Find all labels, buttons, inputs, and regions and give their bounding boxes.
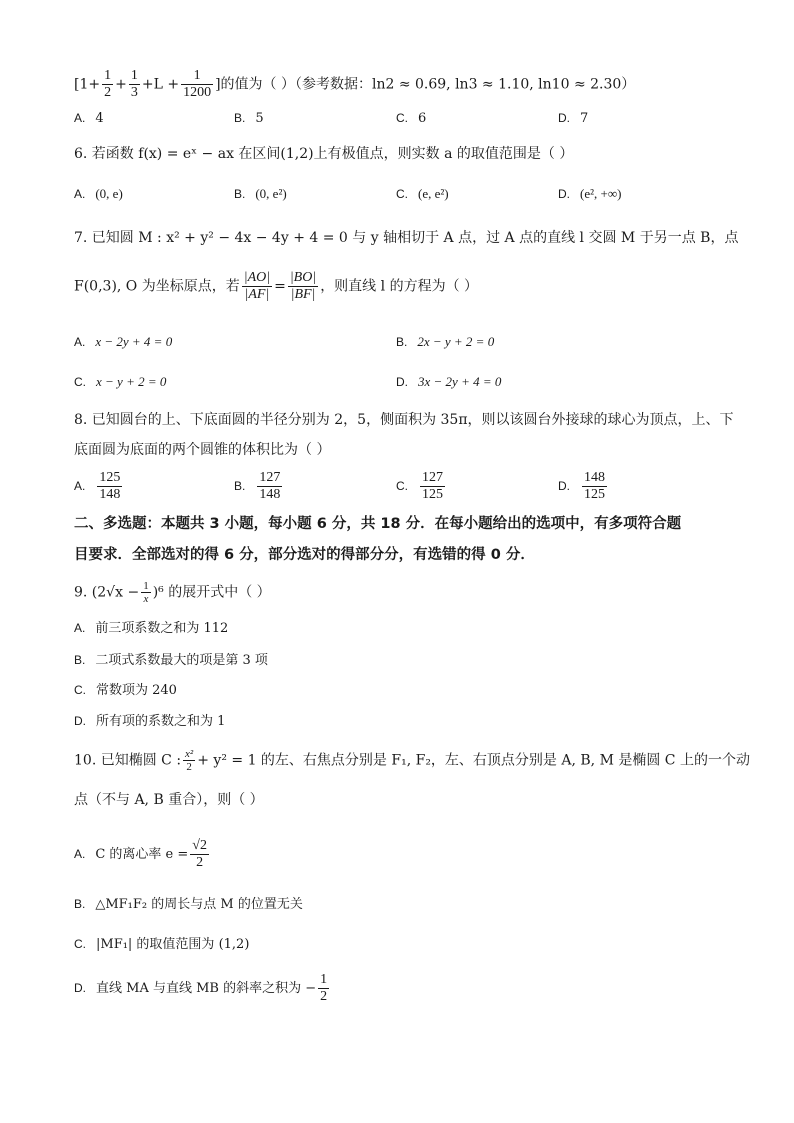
- q9-option-a: A. 前三项系数之和为 112: [74, 621, 229, 636]
- q7-option-a: A. x − 2y + 4 = 0: [74, 334, 173, 349]
- q6-stem: 6. 若函数 f(x) = eˣ − ax 在区间(1,2)上有极值点，则实数 a 的取值范围是（ ）: [74, 146, 574, 162]
- q8-option-c: C. $\frac{127}{125}$: [396, 470, 443, 502]
- q9-stem: 9. (2√x − $\frac{1}{x}$ )⁶ 的展开式中（ ）: [74, 580, 271, 605]
- q8-option-b-frac: $\frac{127}{148}$: [259, 470, 281, 502]
- q10-frac: $\frac{\text{x²}}{2}$: [185, 748, 194, 773]
- q8-option-d-frac: $\frac{148}{125}$: [584, 470, 605, 502]
- q7-frac-bo-bf: $\frac{|BO|}{|BF|}$: [289, 270, 317, 302]
- q8-option-a-frac: $\frac{125}{148}$: [99, 470, 121, 502]
- q10-option-d-frac: $\frac{1}{2}$: [320, 972, 328, 1004]
- section2-heading-line2: 目要求．全部选对的得 6 分，部分选对的得部分分，有选错的得 0 分．: [74, 547, 535, 563]
- q8-option-d: D. $\frac{148}{125}$: [558, 470, 605, 502]
- q5-frac-1: $\frac{1}{2}$: [104, 68, 112, 100]
- q9-frac: $\frac{1}{x}$: [143, 580, 149, 605]
- q8-option-b: B. $\frac{127}{148}$: [234, 470, 281, 502]
- q7-option-c: C. x − y + 2 = 0: [74, 374, 167, 389]
- q7-stem-line1: 7. 已知圆 M : x² + y² − 4x − 4y + 4 = 0 与 y 轴相切于 A 点，过 A 点的直线 l 交圆 M 于另一点 B，点: [74, 230, 739, 246]
- q10-option-d: D. 直线 MA 与直线 MB 的斜率之积为 − $\frac{1}{2}$: [74, 972, 328, 1004]
- q5-stem: [74, 68, 635, 101]
- q10-stem-line2: 点（不与 A, B 重合），则（ ）: [74, 792, 264, 808]
- q8-stem-line1: 8. 已知圆台的上、下底面圆的半径分别为 2，5，侧面积为 35π，则以该圆台外接球的球心为顶点，上、下: [74, 412, 734, 428]
- q10-option-b: B. △MF₁F₂ 的周长与点 M 的位置无关: [74, 897, 303, 912]
- q10-stem-line1: 10. 已知椭圆 C : $\frac{\text{x²}}{2}$ + y² = 1 的左、右焦点分别是 F₁, F₂，左、右顶点分别是 A, B, M 是椭圆 C 上的一个动: [74, 748, 750, 773]
- q5-frac-2: $\frac{1}{3}$: [130, 68, 138, 100]
- q8-option-c-frac: $\frac{127}{125}$: [422, 470, 443, 502]
- q5-option-d: D. 7: [558, 111, 589, 126]
- q5-expr-prefix: [1+: [74, 76, 101, 93]
- q5-option-b: B. 5: [234, 111, 264, 126]
- q6-option-a: A. (0, e): [74, 186, 123, 201]
- q10-option-a: A. C 的离心率 e = $\frac{√2}{2}$: [74, 838, 207, 870]
- q7-stem-line2: F(0,3), O 为坐标原点，若 $\frac{|AO|}{|AF|}$ = $\frac{|BO|}{|BF|}$ ，则直线 l 的方程为（ ）: [74, 270, 479, 302]
- q5-option-c: C. 6: [396, 111, 427, 126]
- q9-option-d: D. 所有项的系数之和为 1: [74, 714, 226, 729]
- q5-frac-3: $\frac{1}{1200}$: [183, 68, 212, 100]
- q5-suffix: ]的值为（ ）（参考数据：ln2 ≈ 0.69, ln3 ≈ 1.10, ln10 ≈ 2.30）: [215, 76, 636, 93]
- q7-option-b: B. 2x − y + 2 = 0: [396, 334, 495, 349]
- q6-option-c: C. (e, e²): [396, 186, 449, 201]
- q6-option-d: D. (e², +∞): [558, 186, 622, 201]
- q10-option-a-frac: $\frac{√2}{2}$: [192, 838, 207, 870]
- q10-option-c: C. |MF₁| 的取值范围为 (1,2): [74, 937, 250, 952]
- q8-stem-line2: 底面圆为底面的两个圆锥的体积比为（ ）: [74, 442, 331, 458]
- q5-plus: +: [115, 76, 127, 93]
- q5-mid: +L +: [141, 76, 180, 93]
- q5-option-a: A. 4: [74, 111, 104, 126]
- q7-option-d: D. 3x − 2y + 4 = 0: [396, 374, 502, 389]
- q6-option-b: B. (0, e²): [234, 186, 287, 201]
- section2-heading-line1: 二、多选题：本题共 3 小题，每小题 6 分，共 18 分．在每小题给出的选项中，有多项符合题: [74, 516, 682, 532]
- q7-frac-ao-af: $\frac{|AO|}{|AF|}$: [243, 270, 271, 302]
- q9-option-b: B. 二项式系数最大的项是第 3 项: [74, 653, 268, 668]
- q9-option-c: C. 常数项为 240: [74, 683, 177, 698]
- q8-option-a: A. $\frac{125}{148}$: [74, 470, 121, 502]
